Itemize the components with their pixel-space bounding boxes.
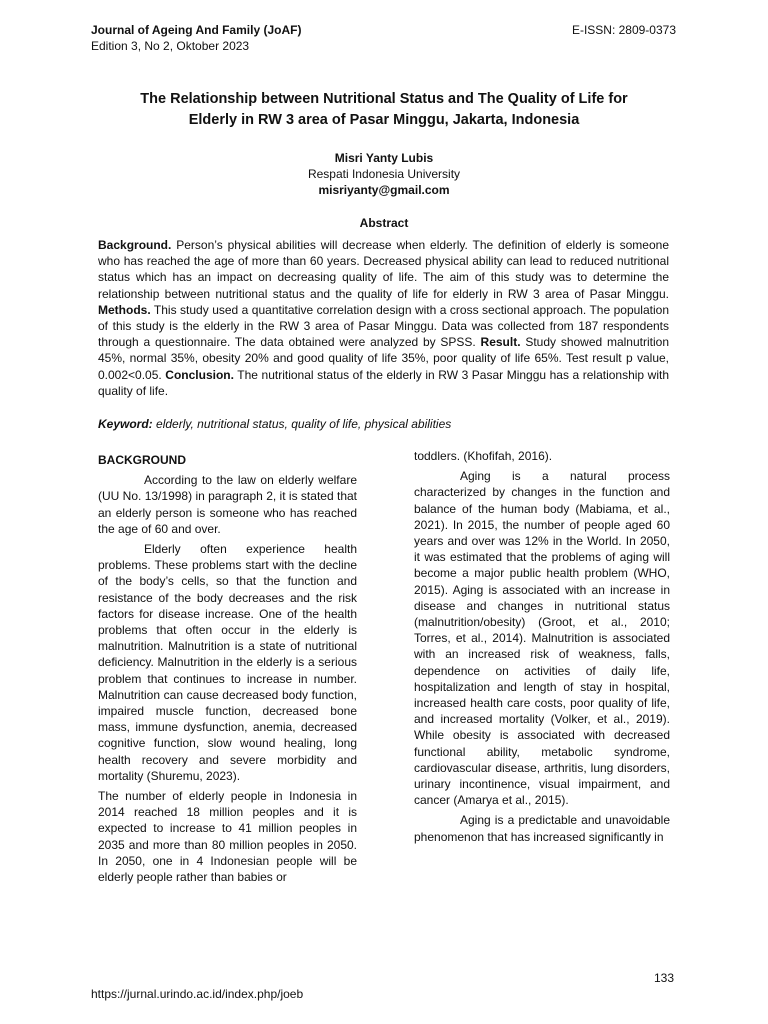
paragraph: The number of elderly people in Indonesia in 2014 reached 18 million peoples and it is expected to increase to 41 million peoples in 2035 and more than 80 million peoples in 2050. In 2050, one in 4 Indonesian people will be elderly people rather than babies or: [98, 789, 357, 885]
issn-label: E-ISSN: 2809-0373: [571, 23, 676, 37]
paragraph: Aging is a natural process characterized by changes in the function and balance of the human body (Mabiama, et al., 2021). In 2015, the number of people aged 60 years and over was 12% in the World. In 2050, it was estimated that the problems of aging will become a major public health problem (WHO, 2015). Aging is associated with an increase in disease and changes in nutritional status (malnutrition/obesity) (Groot, et al., 2010; Torres, et al., 2014). Malnutrition is associated with an increased risk of weakness, falls, dependence on activities of daily life, hospitalization and length of stay in hospital, increased health care costs, poor quality of life, and increased mortality (Volker, et al., 2019). While obesity is associated with decreased functional ability, metabolic syndrome, cardiovascular disease, arthritis, lung disorders, urinary incontinence, visual impairment, and cancer (Amarya et al., 2015).: [414, 469, 670, 808]
right-column: [414, 448, 670, 849]
paper-title-line-2: Elderly in RW 3 area of Pasar Minggu, Jakarta, Indonesia: [188, 112, 580, 128]
paragraph: Aging is a predictable and unavoidable phenomenon that has increased significantly in: [414, 813, 670, 844]
paragraph: According to the law on elderly welfare (UU No. 13/1998) in paragraph 2, it is stated that an elderly person is someone who has reached the age of 60 and over.: [98, 473, 357, 536]
abstract-background-text: Person’s physical abilities will decrease when elderly. The definition of elderly is someone who has reached the age of more than 60 years. Decreased physical ability can lead to reduced nutritional status which has an impact on decreasing quality of life. The aim of this study was to determine the relationship between nutritional status and the quality of life for elderly in RW 3 area of Pasar Minggu.: [98, 238, 669, 301]
paper-title: [95, 89, 673, 131]
paper-title-line-1: The Relationship between Nutritional Status and The Quality of Life for: [140, 91, 628, 107]
journal-url: https://jurnal.urindo.ac.id/index.php/joeb: [91, 987, 304, 1001]
author-email: misriyanty@gmail.com: [318, 183, 450, 197]
paragraph: Elderly often experience health problems. These problems start with the decline of the body’s cells, so that the function and resistance of the body decreases and the risk factors for disease increase. One of the health problems that often occur in the elderly is malnutrition. Malnutrition is a state of nutritional deficiency. Malnutrition in the elderly is a serious problem that continues to increase in number. Malnutrition can cause decreased body function, impaired muscle function, decreased bone mass, immune dysfunction, anemia, decreased cognitive function, slow wound healing, long health recovery and severe morbidity and mortality (Shuremu, 2023).: [98, 542, 357, 783]
keyword-text: elderly, nutritional status, quality of life, physical abilities: [152, 417, 452, 431]
keywords: [98, 416, 669, 432]
left-column: [98, 452, 357, 889]
section-heading-background: BACKGROUND: [98, 453, 186, 467]
author-affiliation: Respati Indonesia University: [307, 167, 461, 181]
abstract-result-label: Result.: [480, 335, 521, 350]
abstract-background-label: Background.: [98, 238, 172, 252]
journal-header: [91, 22, 301, 54]
journal-name: Journal of Ageing And Family (JoAF): [91, 23, 302, 37]
journal-edition: Edition 3, No 2, Oktober 2023: [91, 39, 250, 53]
abstract-methods-label: Methods.: [98, 302, 151, 317]
author-name: Misri Yanty Lubis: [334, 151, 434, 165]
paragraph: toddlers. (Khofifah, 2016).: [414, 449, 553, 463]
abstract-methods-text: This study used a quantitative correlation design with a cross sectional approach. The population of this study is the elderly in the RW 3 area of Pasar Minggu. Data was collected from 187 respondents through a questionnaire. The data obtained were analyzed by SPSS.: [98, 302, 669, 350]
page-number: 133: [654, 971, 675, 985]
abstract-body: [98, 237, 669, 399]
abstract-conclusion-text: The nutritional status of the elderly in RW 3 Pasar Minggu has a relationship with quality of life.: [98, 367, 669, 398]
abstract-heading: Abstract: [359, 216, 409, 230]
abstract-conclusion-label: Conclusion.: [165, 367, 234, 382]
keyword-label: Keyword:: [98, 417, 153, 431]
author-block: [95, 150, 673, 198]
abstract-result-text: Study showed malnutrition 45%, normal 35%, obesity 20% and good quality of life 35%, poor quality of life 65%. Test result p value, 0.002<0.05.: [98, 335, 669, 382]
